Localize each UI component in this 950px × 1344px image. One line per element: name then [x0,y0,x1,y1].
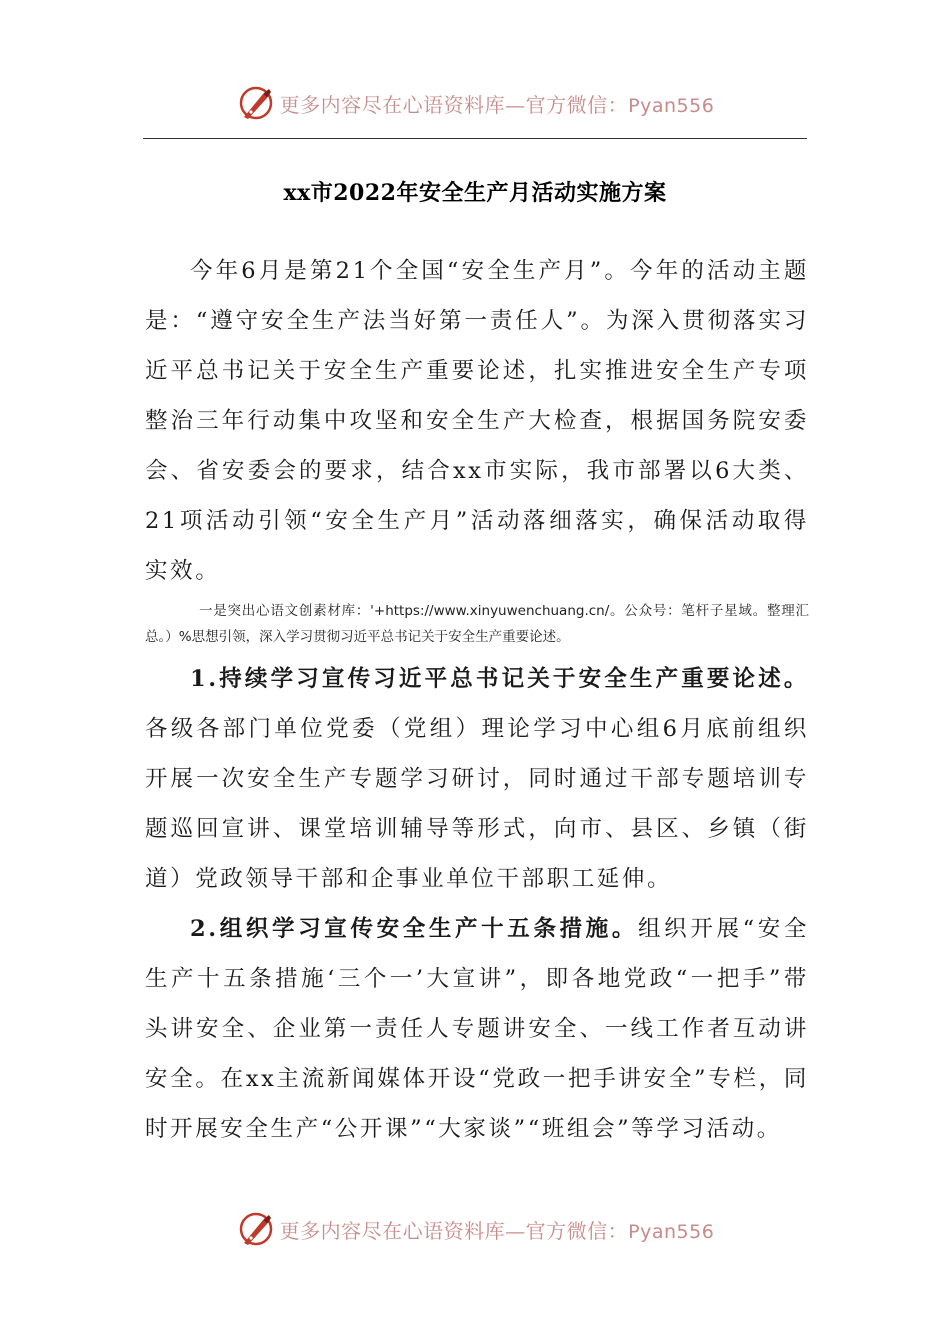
banner-text: 更多内容尽在心语资料库—官方微信：Pyan556 [279,1218,715,1243]
banner-text: 更多内容尽在心语资料库—官方微信：Pyan556 [279,92,715,117]
source-note: 一是突出心语文创素材库：'+https://www.xinyuwenchuang.cn/。公众号：笔杆子星域。整理汇总。）%思想引领，深入学习贯彻习近平总书记关于安全生产重要论述。 [145,603,809,645]
document-title: xx市2022年安全生产月活动实施方案 [283,180,667,206]
wechat-handle: Pyan556 [628,94,715,117]
intro-paragraph: 今年6月是第21个全国“安全生产月”。今年的活动主题是：“遵守安全生产法当好第一责任人”。为深入贯彻落实习近平总书记关于安全生产重要论述，扎实推进安全生产专项整治三年行动集中攻坚和安全生产大检查，根据国务院安委会、省安委会的要求，结合xx市实际，我市部署以6大类、21项活动引领“安全生产月”活动落细落实，确保活动取得实效。 [145,258,809,584]
wechat-handle: Pyan556 [628,1220,715,1243]
document-body [145,246,809,1154]
pen-nib-logo-icon [236,1209,276,1249]
header-divider [143,138,807,139]
pen-nib-logo-icon [236,83,276,123]
item-1-body: 各级各部门单位党委（党组）理论学习中心组6月底前组织开展一次安全生产专题学习研讨，同时通过干部专题培训专题巡回宣讲、课堂培训辅导等形式，向市、县区、乡镇（街道）党政领导干部和企事业单位干部职工延伸。 [145,716,809,892]
item-2-paragraph [145,904,809,1154]
item-2-heading: 2.组织学习宣传安全生产十五条措施。 [190,916,639,942]
item-1-heading: 1.持续学习宣传习近平总书记关于安全生产重要论述。 [190,666,809,692]
item-1-paragraph [145,654,809,904]
header-banner [0,78,950,128]
footer-banner [0,1204,950,1254]
item-2-body: 组织开展“安全生产十五条措施‘三个一’大宣讲”，即各地党政“一把手”带头讲安全、企业第一责任人专题讲安全、一线工作者互动讲安全。在xx主流新闻媒体开设“党政一把手讲安全”专栏，同时开展安全生产“公开课”“大家谈”“班组会”等学习活动。 [145,916,809,1142]
